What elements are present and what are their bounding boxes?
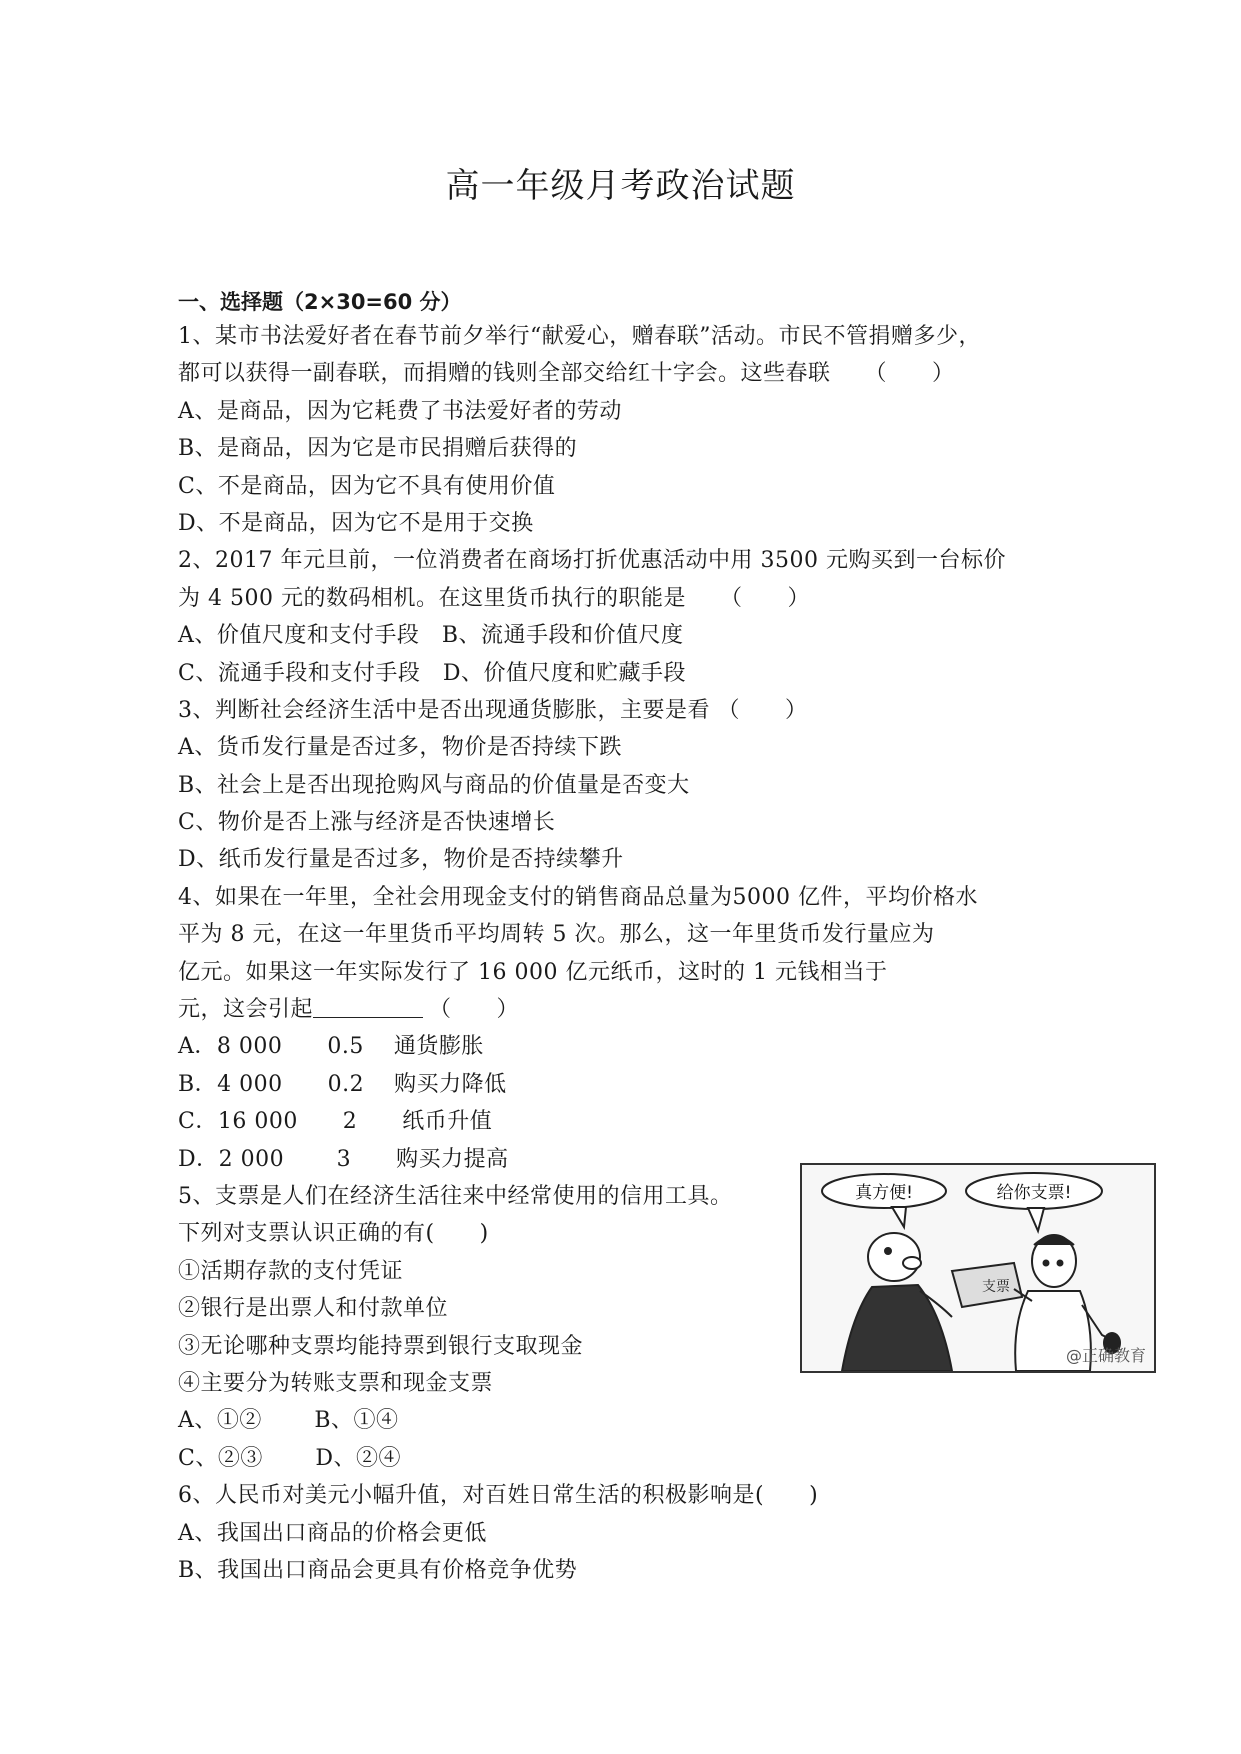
- text-line: ④主要分为转账支票和现金支票: [178, 1370, 494, 1396]
- text-line: D、不是商品，因为它不是用于交换: [178, 510, 534, 536]
- cheque-cartoon: [800, 1163, 1156, 1373]
- text-line: A．8 000 0.5 通货膨胀: [178, 1034, 484, 1060]
- q4-final-line: [178, 991, 1068, 1028]
- text-line: 6、人民币对美元小幅升值，对百姓日常生活的积极影响是( ): [178, 1483, 819, 1509]
- text-line: B、社会上是否出现抢购风与商品的价值量是否变大: [178, 772, 690, 798]
- text-line: 为 4 500 元的数码相机。在这里货币执行的职能是 （ ）: [178, 585, 810, 611]
- text-line: ②银行是出票人和付款单位: [178, 1296, 449, 1322]
- text-line: B、我国出口商品会更具有价格竞争优势: [178, 1557, 578, 1583]
- answer-paren: （ ）: [429, 997, 520, 1023]
- text-line: 5、支票是人们在经济生活往来中经常使用的信用工具。: [178, 1183, 733, 1209]
- text-line: C、流通手段和支付手段 D、价值尺度和贮藏手段: [178, 660, 686, 686]
- left-man-figure: [842, 1233, 952, 1371]
- text-line: C、②③ D、②④: [178, 1445, 401, 1471]
- text-line: 1、某市书法爱好者在春节前夕举行“献爱心，赠春联”活动。市民不管捐赠多少，: [178, 324, 981, 349]
- speech-bubble-left: [822, 1174, 946, 1227]
- cheque-label: 支票: [982, 1279, 1010, 1295]
- text-line: B．4 000 0.2 购买力降低: [178, 1071, 507, 1097]
- text-line: ③无论哪种支票均能持票到银行支取现金: [178, 1333, 584, 1359]
- text-line: D．2 000 3 购买力提高: [178, 1146, 509, 1172]
- page-title: 高一年级月考政治试题: [445, 166, 796, 206]
- answer-blank: [313, 991, 423, 1018]
- text-line: 都可以获得一副春联，而捐赠的钱则全部交给红十字会。这些春联 （ ）: [178, 361, 955, 387]
- text-line: 平为 8 元，在这一年里货币平均周转 5 次。那么，这一年里货币发行量应为: [178, 922, 935, 948]
- text-line: 2、2017 年元旦前，一位消费者在商场打折优惠活动中用 3500 元购买到一台标价: [178, 548, 1006, 574]
- section-heading: 一、选择题（2×30=60 分）: [178, 290, 462, 314]
- text-line: 亿元。如果这一年实际发行了 16 000 亿元纸币，这时的 1 元钱相当于: [178, 959, 888, 985]
- q4-prefix: 元，这会引起: [178, 997, 314, 1023]
- text-line: A、①② B、①④: [178, 1408, 399, 1434]
- text-line: C．16 000 2 纸币升值: [178, 1109, 493, 1135]
- bubble-right-text: 给你支票!: [996, 1183, 1072, 1203]
- text-line: C、物价是否上涨与经济是否快速增长: [178, 810, 556, 836]
- text-line: 3、判断社会经济生活中是否出现通货膨胀，主要是看 （ ）: [178, 697, 808, 723]
- text-line: A、价值尺度和支付手段 B、流通手段和价值尺度: [178, 623, 684, 649]
- text-line: C、不是商品，因为它不具有使用价值: [178, 473, 556, 499]
- text-line: 下列对支票认识正确的有( ): [178, 1221, 489, 1247]
- bubble-left-text: 真方便!: [855, 1183, 913, 1203]
- cheque-paper: [952, 1263, 1022, 1307]
- text-line: 4、如果在一年里，全社会用现金支付的销售商品总量为5000 亿件，平均价格水: [178, 884, 978, 910]
- text-line: A、是商品，因为它耗费了书法爱好者的劳动: [178, 398, 622, 424]
- text-line: B、是商品，因为它是市民捐赠后获得的: [178, 436, 578, 462]
- speech-bubble-right: [966, 1173, 1102, 1231]
- watermark: @正确教育: [1065, 1346, 1146, 1365]
- question-body: [178, 318, 1068, 1589]
- text-line: A、我国出口商品的价格会更低: [178, 1520, 487, 1546]
- text-line: ①活期存款的支付凭证: [178, 1258, 404, 1284]
- text-line: D、纸币发行量是否过多，物价是否持续攀升: [178, 847, 624, 873]
- text-line: A、货币发行量是否过多，物价是否持续下跌: [178, 735, 622, 761]
